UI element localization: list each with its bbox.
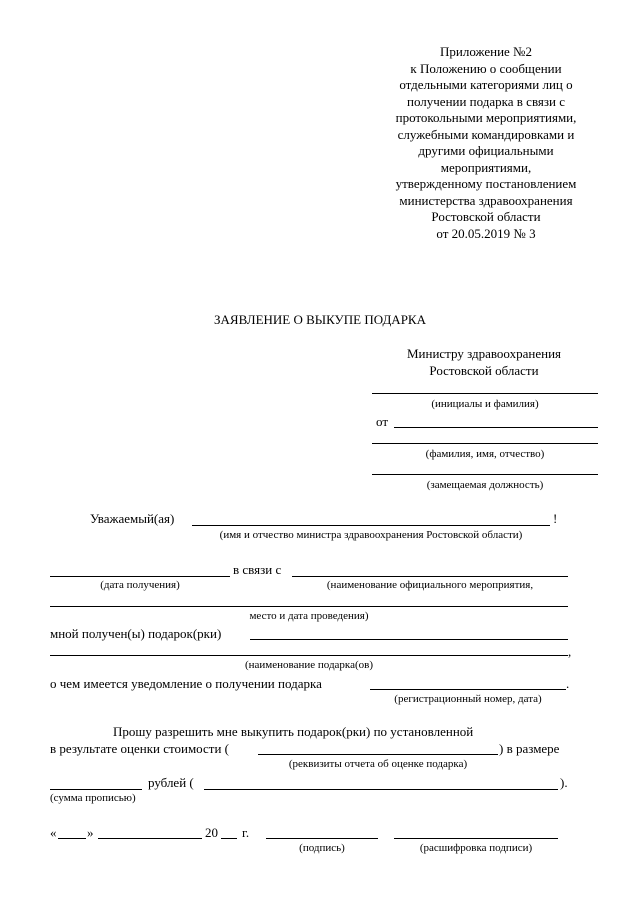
field-from-1[interactable]: [394, 427, 598, 428]
appendix-line: получении подарка в связи с: [406, 93, 566, 109]
appendix-line: к Положению о сообщении: [410, 60, 562, 76]
field-minister-name[interactable]: [192, 525, 550, 526]
request-line2-start: в результате оценки стоимости (: [50, 741, 229, 756]
field-signature[interactable]: [266, 838, 378, 839]
hint-position: (замещаемая должность): [426, 479, 544, 491]
greeting-end: !: [553, 511, 558, 526]
quote-open: «: [50, 825, 57, 840]
field-day[interactable]: [58, 838, 86, 839]
field-signature-decode[interactable]: [394, 838, 558, 839]
field-notice-reg[interactable]: [370, 689, 566, 690]
hint-minister-name: (имя и отчество министра здравоохранения Ростовской области): [219, 529, 523, 541]
in-connection-label: в связи с: [233, 562, 282, 577]
from-label: от: [376, 414, 389, 429]
year-prefix: 20: [205, 825, 218, 840]
field-report[interactable]: [258, 754, 498, 755]
quote-close: »: [87, 825, 94, 840]
document-title: ЗАЯВЛЕНИЕ О ВЫКУПЕ ПОДАРКА: [214, 312, 426, 327]
appendix-block: [372, 44, 600, 242]
hint-gift: (наименование подарка(ов): [244, 659, 373, 671]
field-position[interactable]: [372, 474, 598, 475]
appendix-line: от 20.05.2019 № 3: [436, 225, 536, 241]
notice-dot: .: [566, 676, 570, 691]
hint-event: (наименование официального мероприятия,: [326, 579, 534, 591]
addressee-line1: Министру здравоохранения: [406, 346, 562, 361]
appendix-line: утвержденному постановлением: [395, 176, 577, 191]
field-minister-initials[interactable]: [372, 393, 598, 394]
hint-decode: (расшифровка подписи): [419, 842, 533, 854]
hint-sum: (сумма прописью): [50, 792, 136, 804]
notice-label: о чем имеется уведомление о получении подарка: [50, 676, 322, 691]
hint-sign: (подпись): [299, 842, 345, 854]
field-date-received[interactable]: [50, 576, 230, 577]
field-gift-1[interactable]: [250, 639, 568, 640]
hint-report: (реквизиты отчета об оценке подарка): [288, 758, 468, 770]
sum-close: ).: [560, 775, 568, 790]
greeting-label: Уважаемый(ая): [90, 511, 175, 526]
hint-place: место и дата проведения): [249, 610, 369, 622]
field-sum-number[interactable]: [50, 789, 142, 790]
appendix-line: отдельными категориями лиц о: [399, 77, 573, 92]
hint-reg: (регистрационный номер, дата): [394, 693, 542, 705]
hint-fio: (фамилия, имя, отчество): [425, 448, 545, 460]
field-event[interactable]: [292, 576, 568, 577]
appendix-line: Ростовской области: [431, 209, 541, 224]
addressee-line2: Ростовской области: [429, 363, 539, 378]
field-month[interactable]: [98, 838, 202, 839]
field-year[interactable]: [221, 838, 237, 839]
rubles-label: рублей (: [148, 775, 194, 790]
appendix-line: другими официальными: [418, 143, 554, 158]
gift-comma: ,: [568, 644, 572, 659]
hint-date: (дата получения): [100, 579, 180, 591]
field-from-2[interactable]: [372, 443, 598, 444]
field-sum-words[interactable]: [204, 789, 558, 790]
year-suffix: г.: [242, 825, 250, 840]
appendix-line: служебными командировками и: [397, 126, 575, 142]
request-line2-end: ) в размере: [499, 741, 560, 756]
request-line1: Прошу разрешить мне выкупить подарок(рки) по установленной: [113, 724, 474, 739]
field-gift-2[interactable]: [50, 655, 568, 656]
field-event-place[interactable]: [50, 606, 568, 607]
received-label: мной получен(ы) подарок(рки): [50, 626, 222, 641]
appendix-line: министерства здравоохранения: [399, 192, 573, 208]
appendix-line: мероприятиями,: [440, 159, 532, 175]
appendix-line: протокольными мероприятиями,: [395, 110, 577, 125]
hint-initials: (инициалы и фамилия): [431, 398, 539, 410]
appendix-line: Приложение №2: [440, 44, 532, 59]
